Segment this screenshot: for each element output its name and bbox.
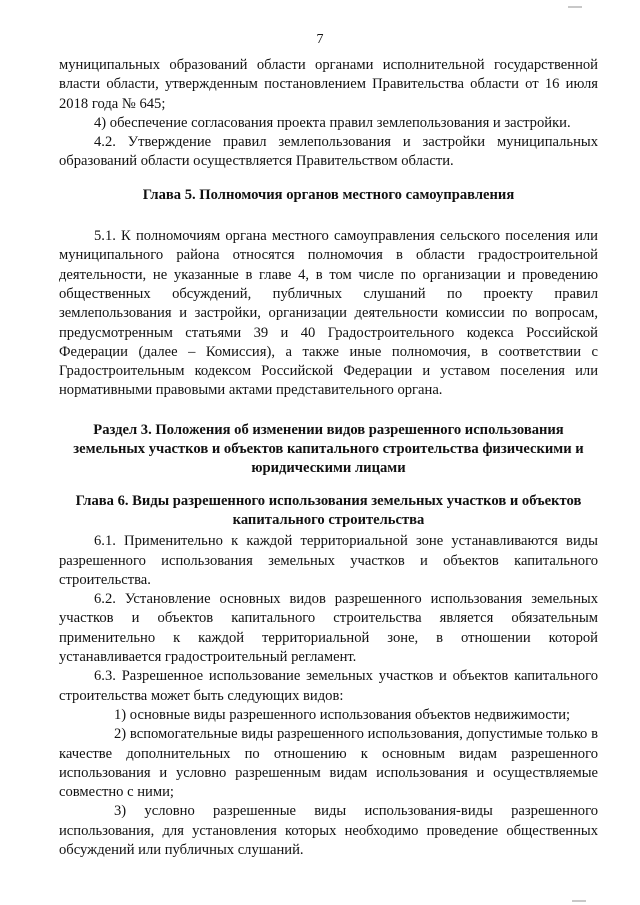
section-heading: Раздел 3. Положения об изменении видов разрешенного использования земельных участков и объектов капитального строительства физическими и юридическими лицами bbox=[73, 421, 584, 477]
paragraph: 4.2. Утверждение правил землепользования и застройки муниципальных образований области осуществляется Правительством области. bbox=[59, 134, 598, 170]
section-heading: Глава 6. Виды разрешенного использования земельных участков и объектов капитального строительства bbox=[75, 492, 582, 528]
paragraph: муниципальных образований области органами исполнительной государственной власти области, утвержденным постановлением Правительства области от 16 июля 2018 года № 645; bbox=[59, 57, 598, 112]
section-heading: Глава 5. Полномочия органов местного самоуправления bbox=[142, 186, 515, 203]
paragraph: 3) условно разрешенные виды использования-виды разрешенного использования, для установления которых необходимо проведение общественных обсуждений или публичных слушаний. bbox=[59, 803, 598, 858]
scan-mark-top bbox=[568, 6, 582, 8]
page-number: 7 bbox=[316, 32, 324, 47]
paragraph: 1) основные виды разрешенного использования объектов недвижимости; bbox=[114, 706, 571, 723]
paragraph: 6.1. Применительно к каждой территориальной зоне устанавливаются виды разрешенного использования земельных участков и объектов капитального строительства. bbox=[59, 533, 598, 588]
paragraph: 4) обеспечение согласования проекта правил землепользования и застройки. bbox=[94, 114, 571, 131]
document-body bbox=[59, 56, 598, 860]
paragraph: 5.1. К полномочиям органа местного самоуправления сельского поселения или муниципального района относятся полномочия в области градостроительной деятельности, не указанные в главе 4, в том числе по организации и проведению общественных обсуждений, публичных слушаний по проекту правил землепользования и застройки, организации деятельности комиссии по вопросам, предусмотренным статьями 39 и 40 Градостроительного кодекса Российской Федерации (далее – Комиссия), а также иные полномочия, в соответствии с Градостроительным кодексом Российской Федерации и уставом поселения или нормативными правовыми актами представительного органа. bbox=[59, 228, 598, 399]
scan-mark-bottom bbox=[572, 900, 586, 902]
paragraph: 6.3. Разрешенное использование земельных участков и объектов капитального строительства может быть следующих видов: bbox=[59, 668, 598, 704]
paragraph: 2) вспомогательные виды разрешенного использования, допустимые только в качестве дополнительных по отношению к основным видам разрешенного использования и условно разрешенным видам использования и осуществляемые совместно с ними; bbox=[59, 726, 598, 801]
paragraph: 6.2. Установление основных видов разрешенного использования земельных участков и объектов капитального строительства является обязательным применительно к каждой территориальной зоне, в отношении которой устанавливается градостроительный регламент. bbox=[59, 591, 598, 666]
